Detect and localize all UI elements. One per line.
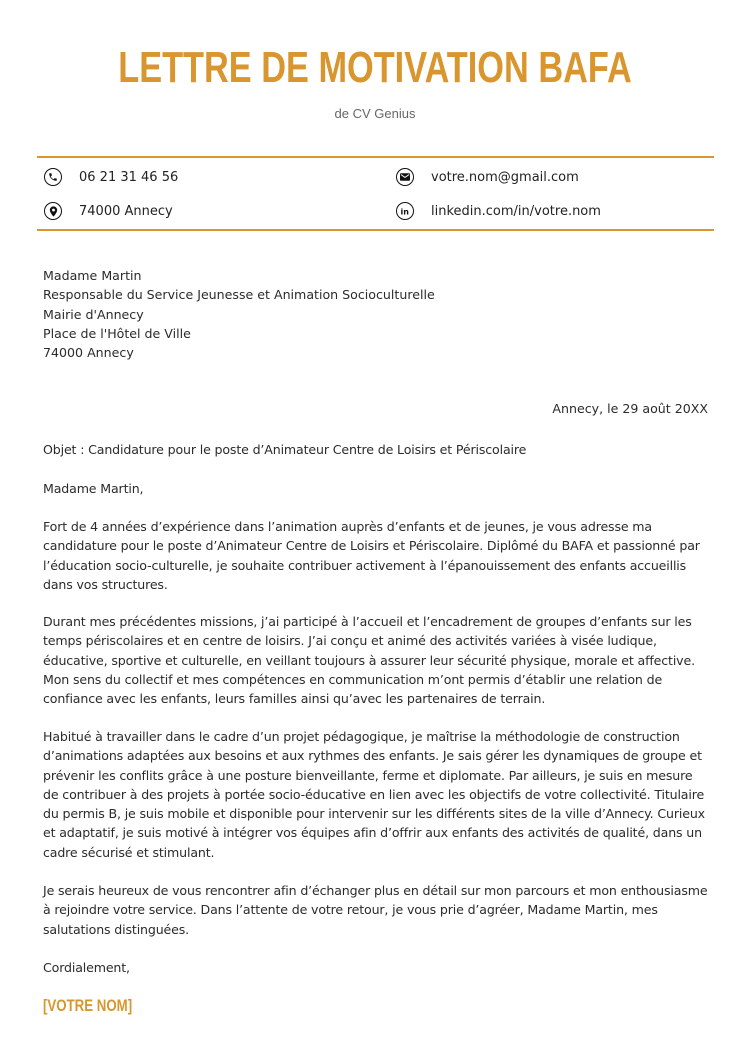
paragraph-3: Habitué à travailler dans le cadre d’un projet pédagogique, je maîtrise la méthodologie de construction d’animations adaptées aux besoins et aux rythmes des enfants. Je sais gérer les dynamiques de groupe et prévenir les conflits grâce à une posture bienveillante, ferme et diplomate. Par ailleurs, je suis en mesure de contribuer à des projets à portée socio-éducative en lien avec les objectifs de votre collectivité. Titulaire du permis B, je suis mobile et disponible pour intervenir sur les différents sites de la ville d’Annecy. Curieux et adaptatif, je suis motivé à intégrer vos équipes afin d’offrir aux enfants des activités de qualité, dans un cadre sécurisé et stimulant. — [43, 729, 705, 860]
bottom-divider — [37, 229, 714, 231]
svg-text:in: in — [400, 207, 409, 216]
contact-location — [44, 202, 173, 220]
page-subtitle: de CV Genius — [334, 106, 416, 121]
linkedin-icon — [396, 202, 414, 220]
contact-linkedin — [396, 202, 601, 220]
letter-closing: Cordialement, — [43, 960, 130, 975]
letter-subject: Objet : Candidature pour le poste d’Animateur Centre de Loisirs et Périscolaire — [43, 442, 527, 457]
signature: [VOTRE NOM] — [43, 996, 133, 1015]
email-icon — [396, 168, 414, 186]
phone-text: 06 21 31 46 56 — [79, 169, 179, 185]
email-text[interactable]: votre.nom@gmail.com — [431, 169, 579, 185]
location-text: 74000 Annecy — [79, 203, 173, 219]
recipient-name: Madame Martin — [43, 268, 142, 283]
recipient-organization: Mairie d'Annecy — [43, 306, 144, 322]
letter-date: Annecy, le 29 août 20XX — [552, 401, 708, 416]
page-title: LETTRE DE MOTIVATION BAFA — [118, 43, 632, 92]
recipient-address — [43, 266, 435, 362]
phone-icon — [44, 168, 62, 186]
paragraph-4: Je serais heureux de vous rencontrer afin d’échanger plus en détail sur mon parcours et mon enthousiasme à rejoindre votre service. Dans l’attente de votre retour, je vous prie d’agréer, Madame Martin, mes salutations distinguées. — [43, 883, 708, 937]
location-pin-icon — [44, 202, 62, 220]
recipient-city: 74000 Annecy — [43, 345, 134, 361]
letter-salutation: Madame Martin, — [43, 481, 144, 496]
recipient-street: Place de l'Hôtel de Ville — [43, 325, 191, 341]
contact-phone — [44, 168, 178, 186]
linkedin-text[interactable]: linkedin.com/in/votre.nom — [431, 203, 601, 219]
contact-email — [396, 168, 579, 186]
paragraph-1: Fort de 4 années d’expérience dans l’animation auprès d’enfants et de jeunes, je vous adresse ma candidature pour le poste d’Animateur Centre de Loisirs et Périscolaire. Diplômé du BAFA et passionné par l’éducation socio-culturelle, je souhaite contribuer activement à l’épanouissement des enfants accueillis dans vos structures. — [43, 519, 700, 592]
recipient-role: Responsable du Service Jeunesse et Animation Socioculturelle — [43, 287, 435, 303]
top-divider — [37, 156, 714, 158]
paragraph-2: Durant mes précédentes missions, j’ai participé à l’accueil et l’encadrement de groupes d’enfants sur les temps périscolaires et en centre de loisirs. J’ai conçu et animé des activités variées à visée ludique, éducative, sportive et culturelle, en veillant toujours à assurer leur sécurité physique, morale et affective. Mon sens du collectif et mes compétences en communication m’ont permis d’établir une relation de confiance avec les enfants, leurs familles ainsi qu’avec les partenaires de terrain. — [43, 614, 695, 707]
